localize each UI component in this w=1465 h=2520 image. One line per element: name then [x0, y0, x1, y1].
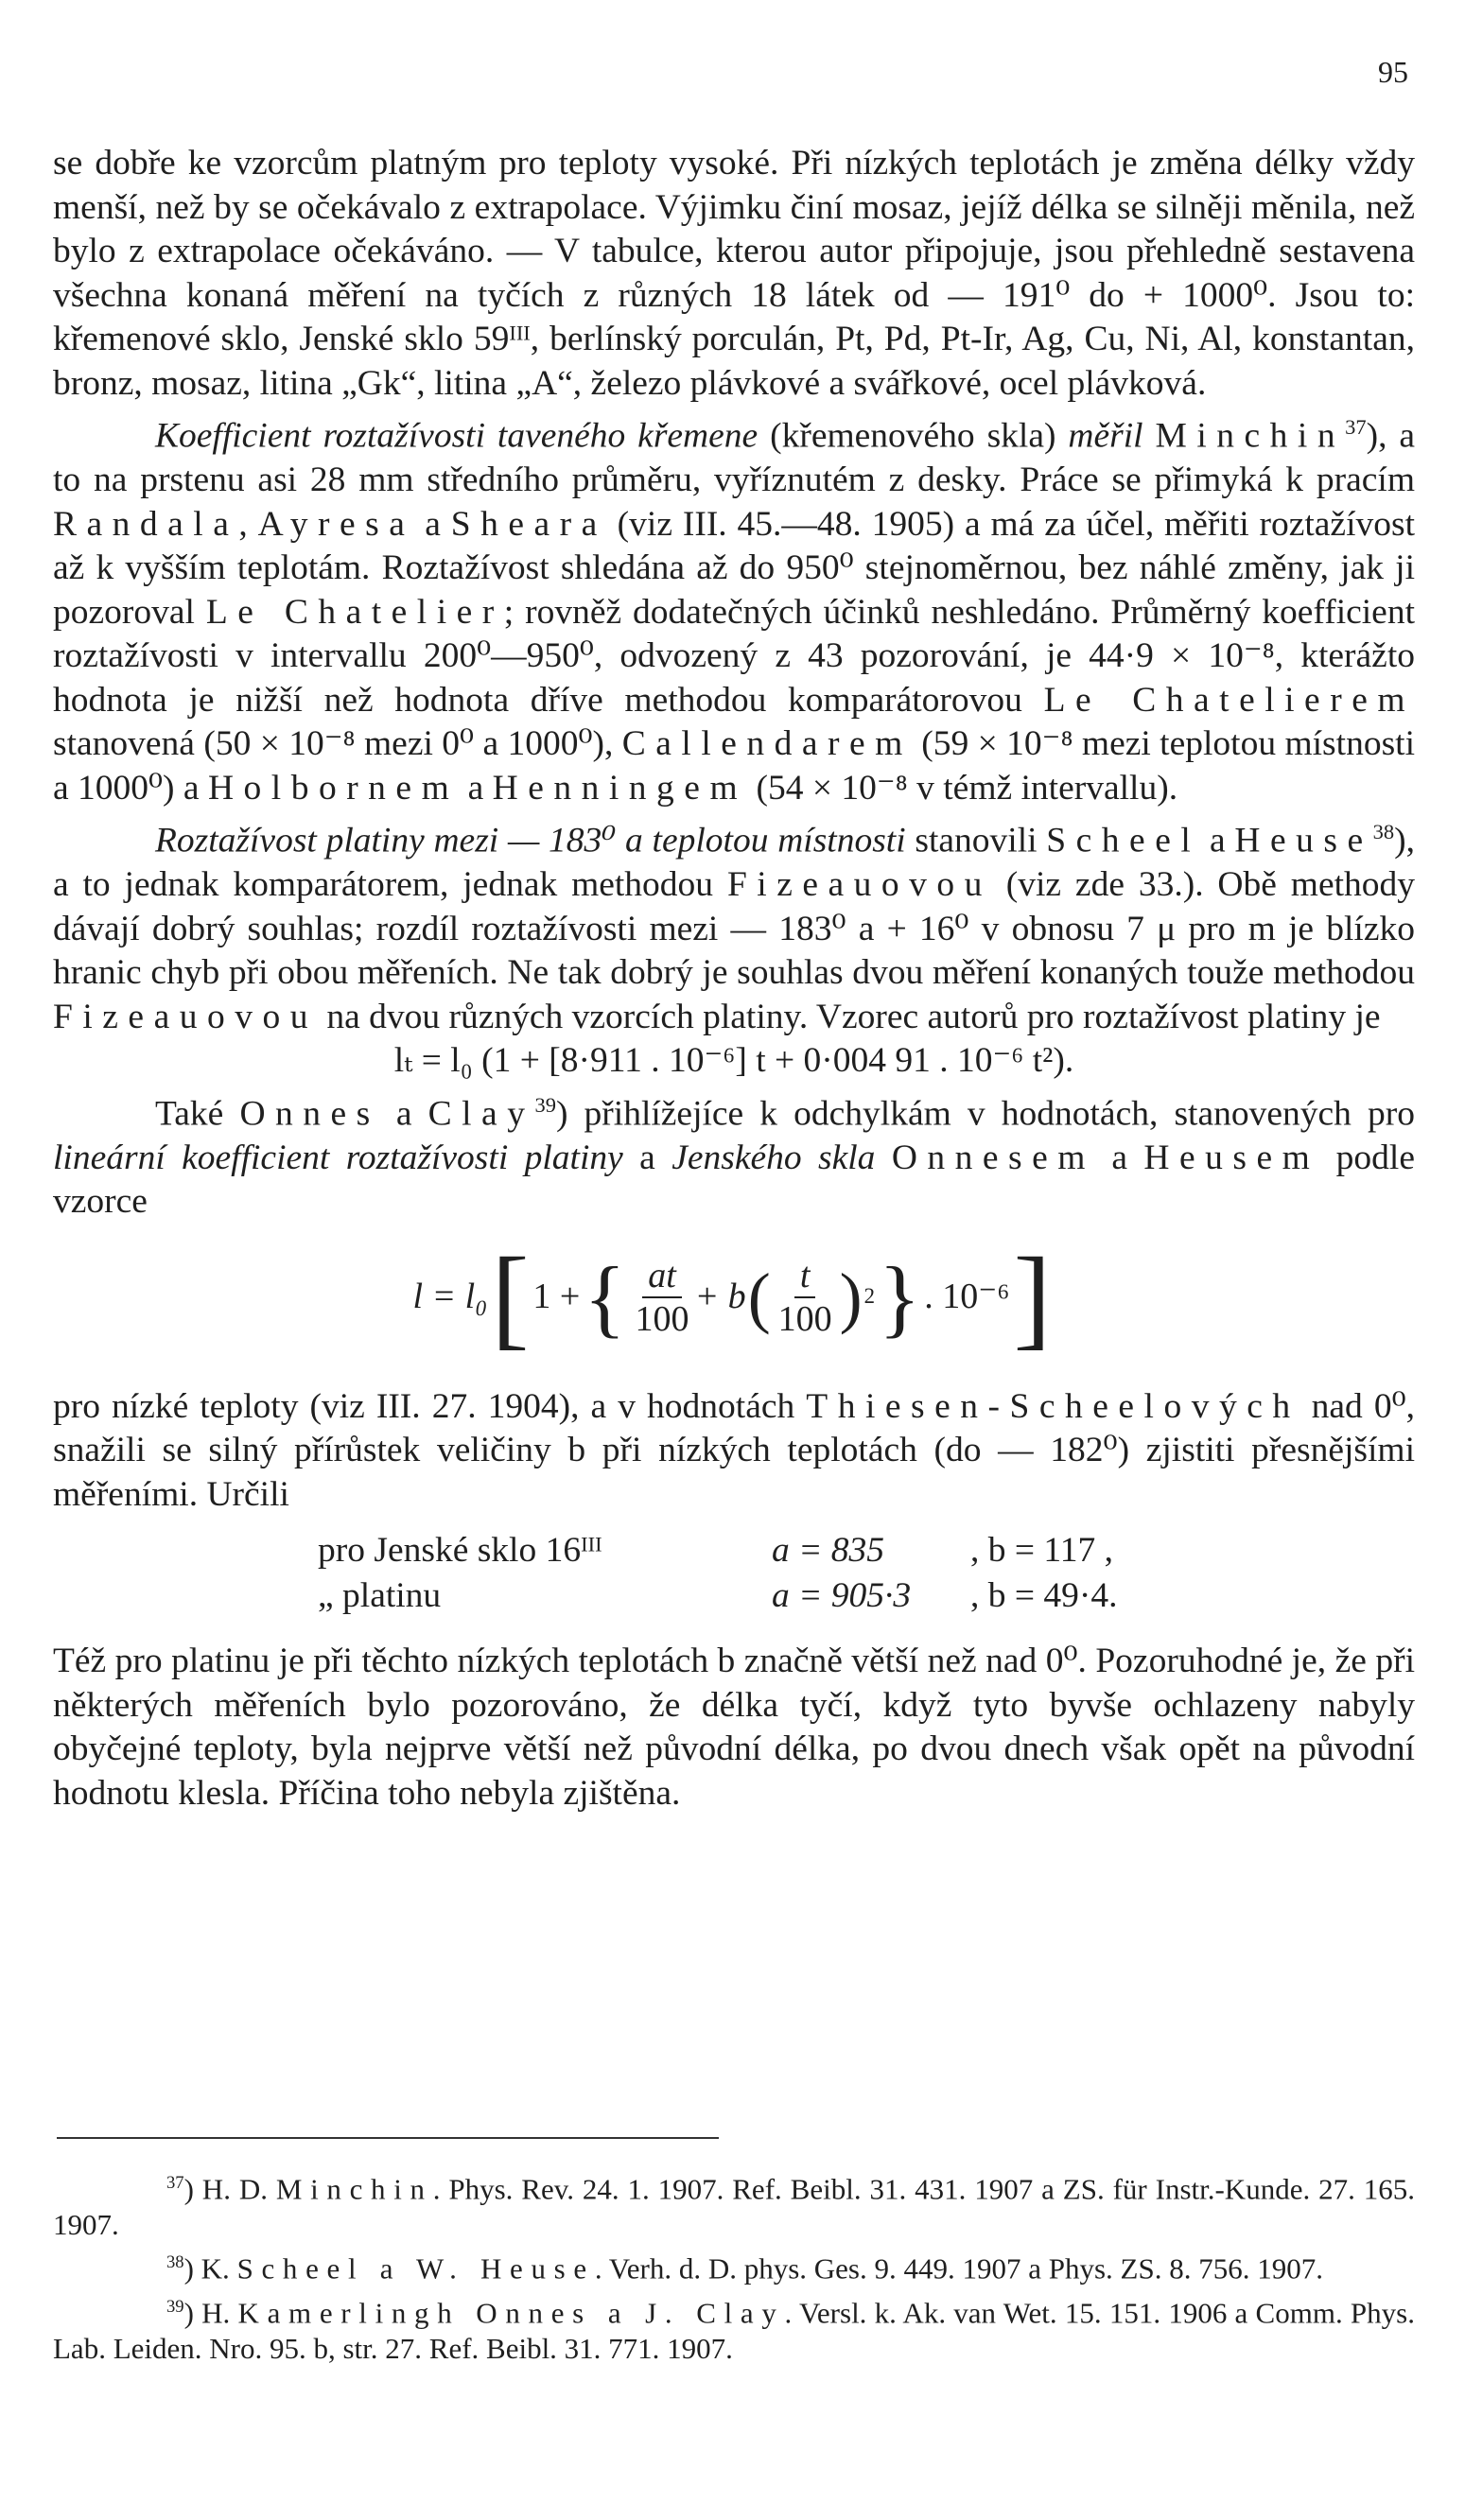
table-row: pro Jenské sklo 16ᴵᴵᴵ a = 835 , b = 117 , — [318, 1531, 1114, 1570]
footnotes — [53, 2165, 1415, 2369]
fraction: $\frac{at}{100}$ — [635, 1255, 689, 1339]
author-name: Sheara — [450, 504, 607, 544]
author-name: Scheel — [1046, 821, 1201, 860]
author-name: Le Chatelier — [205, 592, 504, 632]
author-name: Thiesen-Scheelových — [806, 1386, 1300, 1426]
paragraph-intro: se dobře ke vzorcům platným pro teploty vysoké. Při nízkých teplotách je změna délky vždy menší, než by se očekávalo z extrapolace. Výjimku činí mosaz, jejíž délka se silněji měnila, než bylo z extrapolace očekáváno. — V tabulce, kterou autor připojuje, jsou přehledně sestavena všechna konaná měření na tyčích z různých 18 látek od — 191⁰ do + 1000⁰. Jsou to: křemenové sklo, Jenské sklo 59ᴵᴵᴵ, berlínský porculán, Pt, Pd, Pt-Ir, Ag, Cu, Ni, Al, konstantan, bronz, mosaz, litina „Gk“, litina „A“, železo plávkové a svářkové, ocel plávková. — [53, 144, 1415, 403]
author-name: Onnesem — [891, 1138, 1095, 1177]
author-name: Fizeauovou — [53, 997, 318, 1036]
table-row: „ platinu a = 905·3 , b = 49·4. — [318, 1576, 1118, 1615]
paragraph-platinum-expansion: Roztažívost platiny mezi — 183⁰ a teplotou místnosti stanovili Scheel a Heuse$^{38}$), a to jednak komparátorem, jednak methodou Fizeauovou (viz zde 33.). Obě methody dávají dobrý souhlas; rozdíl roztažívosti mezi — 183⁰ a + 16⁰ v obnosu 7 μ pro m je blízko hranic chyb při obou měřeních. Ne tak dobrý je souhlas dvou měření konaných touže methodou Fizeauovou na dvou různých vzorcích platiny. Vzorec autorů pro roztažívost platiny je — [53, 820, 1416, 1036]
formula-platinum: lₜ = l₀ (1 + [8·911 . 10⁻⁶] t + 0·004 91 . 10⁻⁶ t²). — [393, 1041, 1074, 1080]
author-name: Holbornem — [207, 768, 460, 808]
paragraph-quartz-expansion: Koefficient roztažívosti taveného křemene (křemenového skla) měřil Minchin$^{37}$), a to na prstenu asi 28 mm středního průměru, vyříznutém z desky. Práce se přimyká k pracím Randala, Ayresa a Sheara (viz III. 45.—48. 1905) a má za účel, měřiti roztažívost až k vyšším teplotám. Roztažívost shledána až do 950⁰ stejnoměrnou, bez náhlé změny, jak ji pozoroval Le Chatelier; rovněž dodatečných účinků neshledáno. Průměrný koefficient roztažívosti v intervallu 200⁰—950⁰, odvozený z 43 pozorování, je 44·9 × 10⁻⁸, kterážto hodnota je nižší než hodnota dříve methodou komparátorovou Le Chatelierem stanovená (50 × 10⁻⁸ mezi 0⁰ a 1000⁰), Callendarem (59 × 10⁻⁸ mezi teplotou místnosti a 1000⁰) a Holbornem a Henningem (54 × 10⁻⁸ v témž intervallu). — [53, 415, 1416, 808]
paragraph-onnes-clay: Také Onnes a Clay$^{39}$) přihlížejíce k odchylkám v hodnotách, stanovených pro lineární koefficient roztažívosti platiny a Jenského skla Onnesem a Heusem podle vzorce — [53, 1092, 1415, 1221]
section-title-quartz: Koefficient roztažívosti taveného křemene — [155, 416, 759, 456]
author-name: Henningem — [492, 768, 748, 808]
author-name: Randala — [53, 504, 239, 544]
footnote: $^{38}$) K. Scheel a W. Heuse. Verh. d. D. phys. Ges. 9. 449. 1907 a Phys. ZS. 8. 756. 1907. — [166, 2251, 1323, 2285]
author-name: Minchin — [1155, 416, 1346, 456]
author-name: Minchin — [275, 2172, 433, 2206]
author-name: Heuse — [1234, 821, 1373, 860]
section-title-platinum: Roztažívost platiny mezi — 183⁰ a teplotou místnosti — [155, 821, 906, 860]
author-name: Le Chatelierem — [1043, 680, 1416, 720]
author-name: Fizeauovou — [726, 865, 992, 904]
author-name: Heusem — [1143, 1138, 1320, 1177]
author-name: Clay — [427, 1094, 535, 1133]
values-table — [318, 1528, 1127, 1619]
author-name: Scheel a W. Heuse — [236, 2251, 595, 2285]
author-name: Ayresa — [257, 504, 415, 544]
paragraph-conclusion: Též pro platinu je při těchto nízkých teplotách b značně větší než nad 0⁰. Pozoruhodné je, že při některých měřeních bylo pozorováno, že délka tyčí, když tyto byvše ochlazeny nabyly obyčejné teploty, byla nejprve větší než původní délka, po dvou dnech však opět na původní hodnotu klesla. Příčina toho nebyla zjištěna. — [53, 1642, 1415, 1813]
paragraph-thiesen: pro nízké teploty (viz III. 27. 1904), a v hodnotách Thiesen-Scheelových nad 0⁰, snažili se silný přírůstek veličiny b při nízkých teplotách (do — 182⁰) zjistiti přesnějšími měřeními. Určili — [53, 1386, 1415, 1514]
footnote-divider — [57, 2137, 719, 2139]
fraction: $\frac{t}{100}$ — [777, 1255, 832, 1339]
formula-onnes: l = l₀ [ 1 + { $\frac{at}{100}$ + b ( $\frac{t}{100}$ ) 2 } . 10⁻⁶ ] — [412, 1233, 1052, 1360]
page-number: 95 — [1378, 55, 1408, 89]
author-name: Onnes — [239, 1094, 380, 1133]
page-body — [53, 142, 1415, 1816]
author-name: Callendarem — [621, 724, 913, 763]
author-name: Kamerlingh Onnes a J. Clay — [237, 2295, 785, 2329]
footnote: $^{39}$) H. Kamerlingh Onnes a J. Clay. Versl. k. Ak. van Wet. 15. 151. 1906 a Comm. Phys. Lab. Leiden. Nro. 95. b, str. 27. Ref. Beibl. 31. 771. 1907. — [53, 2295, 1415, 2365]
footnote: $^{37}$) H. D. Minchin. Phys. Rev. 24. 1. 1907. Ref. Beibl. 31. 431. 1907 a ZS. für Instr.-Kunde. 27. 165. 1907. — [53, 2172, 1415, 2242]
